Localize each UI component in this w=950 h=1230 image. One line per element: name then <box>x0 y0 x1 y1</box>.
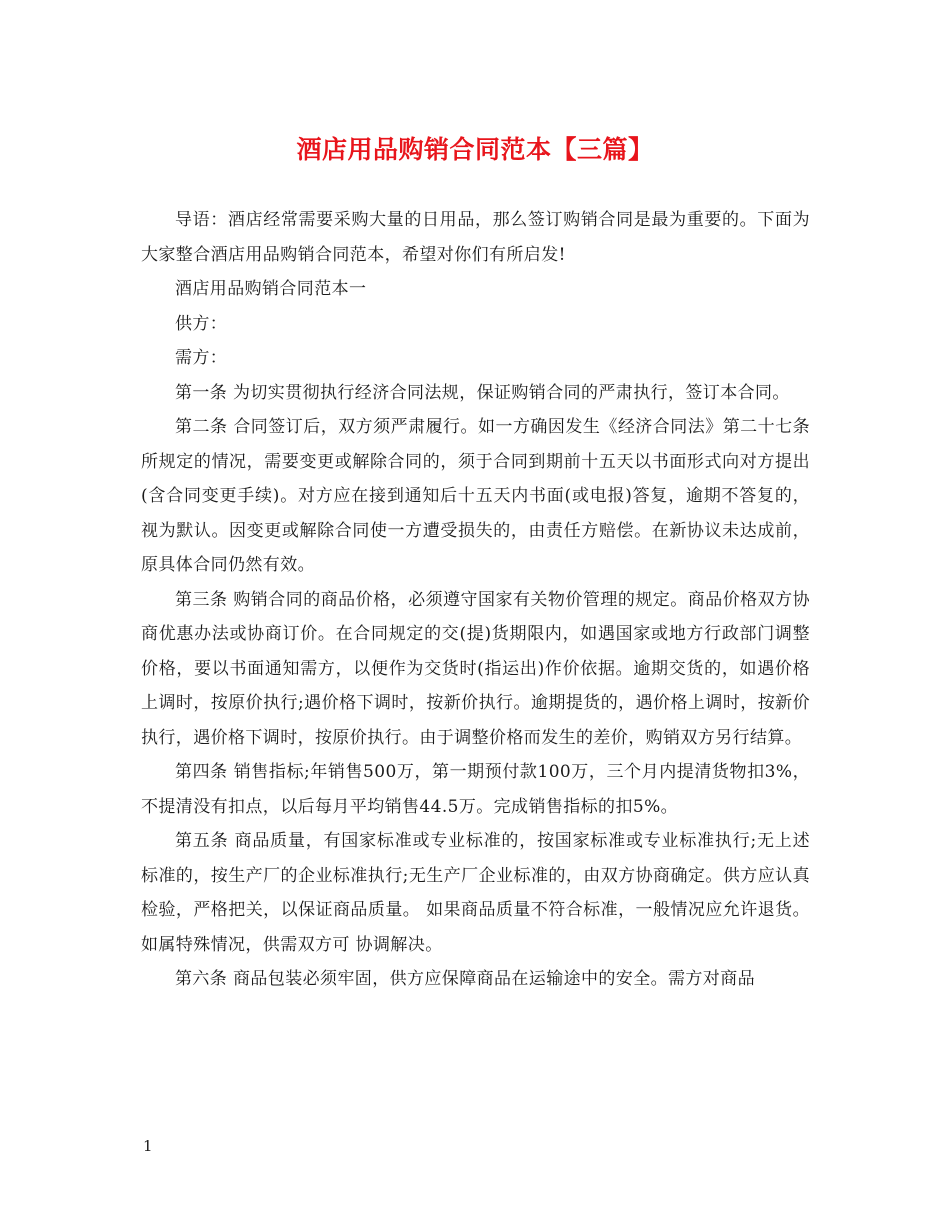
article-6: 第六条 商品包装必须牢固，供方应保障商品在运输途中的安全。需方对商品 <box>175 969 756 989</box>
article-2: 第二条 合同签订后，双方须严肃履行。如一方确因发生《经济合同法》第二十七条所规定的情况，需要变更或解除合同的，须于合同到期前十五天以书面形式向对方提出(含合同变更手续)。对方应在接到通知后十五天内书面(或电报)答复，逾期不答复的，视为默认。因变更或解除合同使一方遭受损失的，由责任方赔偿。在新协议未达成前，原具体合同仍然有效。 <box>141 417 810 575</box>
supplier-line: 供方： <box>175 313 228 334</box>
document-title: 酒店用品购销合同范本【三篇】 <box>296 135 654 164</box>
page-number: 1 <box>143 1137 153 1155</box>
buyer-line: 需方： <box>175 348 228 368</box>
intro-paragraph: 导语：酒店经常需要采购大量的日用品，那么签订购销合同是最为重要的。下面为大家整合酒店用品购销合同范本，希望对你们有所启发! <box>141 210 810 265</box>
document-body <box>141 203 810 997</box>
section-heading: 酒店用品购销合同范本一 <box>175 279 367 299</box>
article-3: 第三条 购销合同的商品价格，必须遵守国家有关物价管理的规定。商品价格双方协商优惠办法或协商订价。在合同规定的交(提)货期限内，如遇国家或地方行政部门调整价格，要以书面通知需方，以便作为交货时(指运出)作价依据。逾期交货的，如遇价格上调时，按原价执行;遇价格下调时，按新价执行。逾期提货的，遇价格上调时，按新价执行，遇价格下调时，按原价执行。由于调整价格而发生的差价，购销双方另行结算。 <box>141 589 810 748</box>
article-4: 第四条 销售指标;年销售500万，第一期预付款100万，三个月内提清货物扣3%，不提清没有扣点，以后每月平均销售44.5万。完成销售指标的扣5%。 <box>141 762 810 817</box>
article-5: 第五条 商品质量，有国家标准或专业标准的，按国家标准或专业标准执行;无上述标准的，按生产厂的企业标准执行;无生产厂企业标准的，由双方协商确定。供方应认真检验，严格把关，以保证商品质量。 如果商品质量不符合标准，一般情况应允许退货。如属特殊情况，供需双方可 协调解决。 <box>141 831 810 955</box>
article-1: 第一条 为切实贯彻执行经济合同法规，保证购销合同的严肃执行，签订本合同。 <box>175 382 790 403</box>
